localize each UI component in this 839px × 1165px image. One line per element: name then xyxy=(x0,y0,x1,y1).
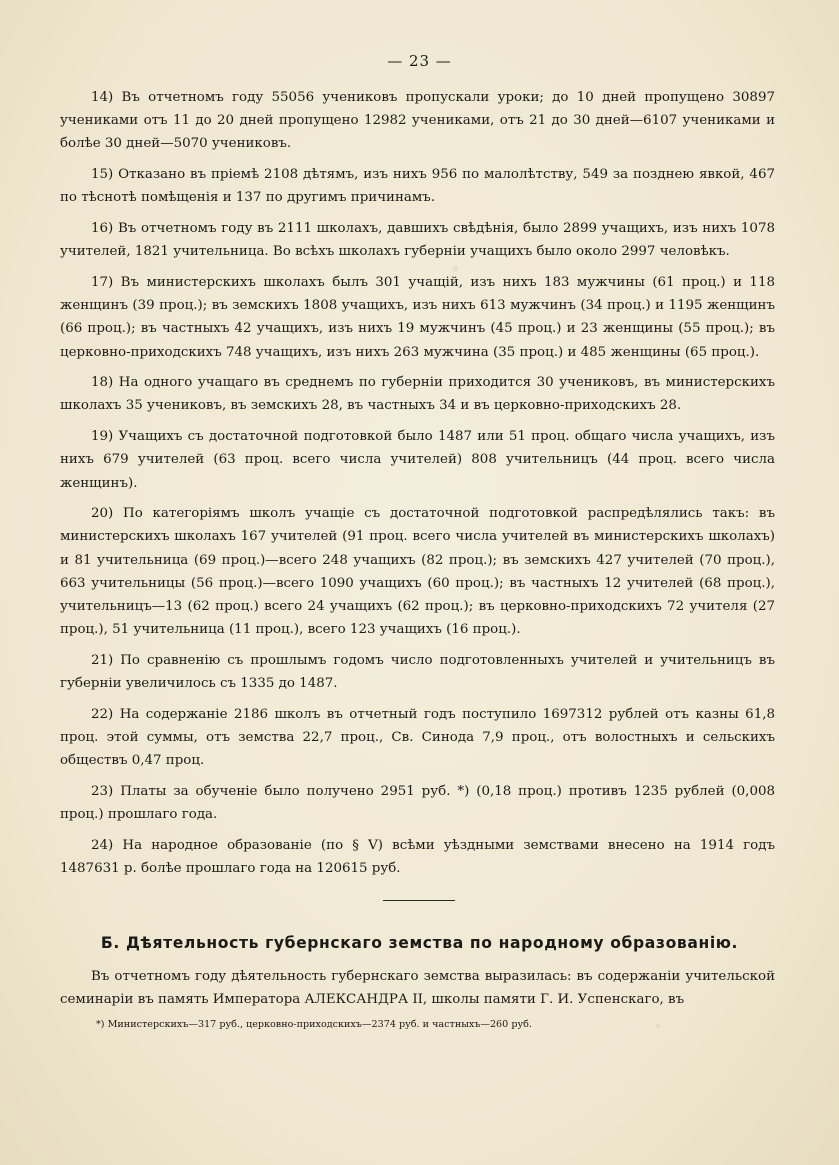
footnote: *) Министерскихъ—317 руб., церковно-приходскихъ—2374 руб. и частныхъ—260 руб. xyxy=(96,1019,532,1030)
paragraph-19: 19) Учащихъ съ достаточной подготовкой было 1487 или 51 проц. общаго числа учащихъ, изъ нихъ 679 учителей (63 проц. всего числа учителей) 808 учительницъ (44 проц. всего числа женщинъ). xyxy=(60,429,775,491)
section-divider xyxy=(383,900,455,901)
section-heading: Б. Дѣятельность губернскаго земства по народному образованію. xyxy=(100,934,739,952)
paragraph-22: 22) На содержаніе 2186 школъ въ отчетный годъ поступило 1697312 рублей отъ казны 61,8 проц. этой суммы, отъ земства 22,7 проц., Св. Синода 7,9 проц., отъ волостныхъ и сельскихъ обществъ 0,47 проц. xyxy=(60,706,775,769)
paragraph-14: 14) Въ отчетномъ году 55056 учениковъ пропускали уроки; до 10 дней пропущено 30897 учениками отъ 11 до 20 дней пропущено 12982 учениками, отъ 21 до 30 дней—6107 учениками и болѣе 30 дней—5070 учениковъ. xyxy=(60,90,775,152)
paragraph-21: 21) По сравненію съ прошлымъ годомъ число подготовленныхъ учителей и учительницъ въ губерніи увеличилось съ 1335 до 1487. xyxy=(60,652,775,692)
paragraph-20: 20) По категоріямъ школъ учащіе съ достаточной подготовкой распредѣлялись такъ: въ министерскихъ школахъ 167 учителей (91 проц. всего числа учителей въ министерскихъ школахъ) и 81 учительница (69 проц.)—всего 248 учащихъ (82 проц.); въ земскихъ 427 учителей (70 проц.), 663 учительницы (56 проц.)—всего 1090 учащихъ (60 проц.); въ частныхъ 12 учителей (68 проц.), учительницъ—13 (62 проц.) всего 24 учащихъ (62 проц.); въ церковно-приходскихъ 72 учителя (27 проц.), 51 учительница (11 проц.), всего 123 учащихъ (16 проц.). xyxy=(60,506,775,638)
paragraph-15: 15) Отказано въ пріемѣ 2108 дѣтямъ, изъ нихъ 956 по малолѣтству, 549 за позднею явкой, 467 по тѣснотѣ помѣщенія и 137 по другимъ причинамъ. xyxy=(60,167,775,206)
section-paragraph: Въ отчетномъ году дѣятельность губернскаго земства выразилась: въ содержаніи учительской семинаріи въ память Императора АЛЕКСАНДРА II, школы памяти Г. И. Успенскаго, въ xyxy=(60,969,775,1008)
paragraph-24: 24) На народное образованіе (по § V) всѣми уѣздными земствами внесено на 1914 годъ 1487631 р. болѣе прошлаго года на 120615 руб. xyxy=(60,837,775,877)
paragraph-17: 17) Въ министерскихъ школахъ былъ 301 учащій, изъ нихъ 183 мужчины (61 проц.) и 118 женщинъ (39 проц.); въ земскихъ 1808 учащихъ, изъ нихъ 613 мужчинъ (34 проц.) и 1195 женщинъ (66 проц.); въ частныхъ 42 учащихъ, изъ нихъ 19 мужчинъ (45 проц.) и 23 женщины (55 проц.); въ церковно-приходскихъ 748 учащихъ, изъ нихъ 263 мужчина (35 проц.) и 485 женщины (65 проц.). xyxy=(60,274,775,360)
page-number: — 23 — xyxy=(387,52,452,70)
paragraph-16: 16) Въ отчетномъ году въ 2111 школахъ, давшихъ свѣдѣнія, было 2899 учащихъ, изъ нихъ 1078 учителей, 1821 учительница. Во всѣхъ школахъ губерніи учащихъ было около 2997 человѣкъ. xyxy=(60,221,775,260)
paragraph-23: 23) Платы за обученіе было получено 2951 руб. *) (0,18 проц.) противъ 1235 рублей (0,008 проц.) прошлаго года. xyxy=(60,783,775,823)
numbered-paragraphs xyxy=(60,86,775,888)
paragraph-18: 18) На одного учащаго въ среднемъ по губерніи приходится 30 учениковъ, въ министерскихъ школахъ 35 учениковъ, въ земскихъ 28, въ частныхъ 34 и въ церковно-приходскихъ 28. xyxy=(60,375,775,414)
